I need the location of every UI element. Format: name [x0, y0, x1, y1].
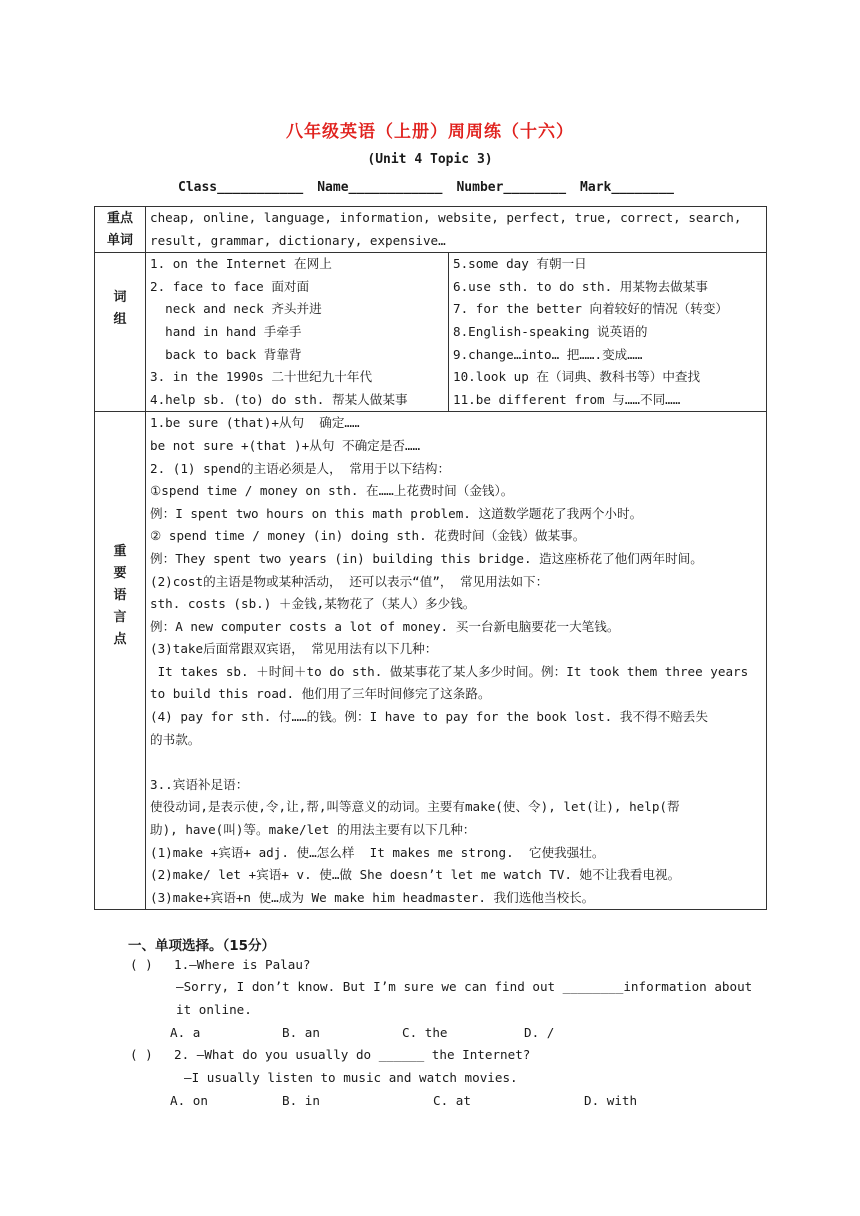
- language-point-line: 2. (1) spend的主语必须是人， 常用于以下结构：: [150, 460, 451, 476]
- question-text: it online.: [176, 1002, 252, 1017]
- language-point-line: ①spend time / money on sth. 在……上花费时间（金钱）。: [150, 483, 514, 499]
- option-d[interactable]: D. with: [584, 1093, 638, 1108]
- phrase-item: 4.help sb. (to) do sth. 帮某人做某事: [150, 391, 408, 407]
- phrase-item: 1. on the Internet 在网上: [150, 256, 332, 272]
- option-a[interactable]: A. on: [170, 1093, 208, 1108]
- mark-field: Mark________: [580, 180, 674, 195]
- phrase-item: 6.use sth. to do sth. 用某物去做某事: [453, 278, 708, 294]
- language-point-line: sth. costs (sb.) ＋金钱,某物花了（某人）多少钱。: [150, 596, 476, 612]
- name-field: Name____________: [317, 180, 443, 195]
- student-info-line: [178, 180, 674, 195]
- question-text: —I usually listen to music and watch movies.: [184, 1070, 518, 1085]
- phrase-item: 5.some day 有朝一日: [453, 256, 587, 272]
- language-point-line: (3)make+宾语+n 使…成为 We make him headmaster. 我们选他当校长。: [150, 889, 595, 905]
- phrases-heading: 词 组: [95, 253, 146, 412]
- blank-line: [150, 751, 762, 774]
- phrase-item: 8.English-speaking 说英语的: [453, 323, 648, 339]
- phrase-item: 11.be different from 与……不同……: [453, 391, 681, 407]
- option-a[interactable]: A. a: [170, 1025, 201, 1040]
- answer-bracket[interactable]: ( ): [130, 957, 153, 972]
- class-field: Class___________: [178, 180, 304, 195]
- option-c[interactable]: C. at: [433, 1093, 471, 1108]
- language-points-row: [95, 412, 767, 910]
- question-text: —Sorry, I don’t know. But I’m sure we can find out ________information about: [176, 979, 753, 994]
- language-point-line: to build this road. 他们用了三年时间修完了这条路。: [150, 686, 491, 702]
- key-words-row: [95, 207, 767, 253]
- question-text: 1.—Where is Palau?: [174, 957, 311, 972]
- phrase-item: 2. face to face 面对面: [150, 278, 310, 294]
- number-field: Number________: [456, 180, 567, 195]
- summary-table: [94, 206, 767, 910]
- phrase-item: 7. for the better 向着较好的情况（转变）: [453, 301, 729, 317]
- language-point-line: (4) pay for sth. 付……的钱。例：I have to pay for the book lost. 我不得不赔丢失: [150, 709, 708, 725]
- phrase-item: hand in hand 手牵手: [150, 323, 302, 339]
- key-words-line: cheap, online, language, information, website, perfect, true, correct, search,: [150, 210, 742, 225]
- language-point-line: It takes sb. ＋时间＋to do sth. 做某事花了某人多少时间。例：It took them three years: [150, 663, 749, 679]
- language-point-line: 例：They spent two years (in) building this bridge. 造这座桥花了他们两年时间。: [150, 550, 703, 566]
- language-point-line: be not sure +(that )+从句 不确定是否……: [150, 437, 421, 453]
- language-point-line: 1.be sure (that)+从句 确定……: [150, 415, 360, 431]
- language-point-line: (1)make +宾语+ adj. 使…怎么样 It makes me strong. 它使我强壮。: [150, 844, 605, 860]
- answer-bracket[interactable]: ( ): [130, 1047, 153, 1062]
- language-point-line: 例：I spent two hours on this math problem. 这道数学题花了我两个小时。: [150, 505, 643, 521]
- language-point-line: 助), have(叫)等。make/let 的用法主要有以下几种：: [150, 822, 476, 838]
- phrase-item: 9.change…into… 把…….变成……: [453, 346, 643, 362]
- language-point-line: (2)cost的主语是物或某种活动， 还可以表示“值”， 常见用法如下：: [150, 573, 549, 589]
- key-words-line: result, grammar, dictionary, expensive…: [150, 232, 446, 248]
- language-point-line: 3..宾语补足语：: [150, 776, 249, 792]
- phrase-item: back to back 背靠背: [150, 346, 302, 362]
- phrases-right-cell: [449, 253, 767, 412]
- phrase-item: 10.look up 在（词典、教科书等）中查找: [453, 369, 701, 385]
- phrase-item: 3. in the 1990s 二十世纪九十年代: [150, 369, 373, 385]
- option-c[interactable]: C. the: [402, 1025, 448, 1040]
- language-point-line: 使役动词,是表示使,令,让,帮,叫等意义的动词。主要有make(使、令), let(让), help(帮: [150, 799, 680, 815]
- phrases-row: [95, 253, 767, 412]
- page-title: 八年级英语（上册）周周练（十六）: [286, 122, 574, 142]
- language-point-line: 例：A new computer costs a lot of money. 买一台新电脑要花一大笔钱。: [150, 618, 620, 634]
- language-points-cell: [146, 412, 767, 910]
- phrases-left-cell: [146, 253, 449, 412]
- key-words-cell: [146, 207, 767, 253]
- page-subtitle: (Unit 4 Topic 3): [367, 152, 493, 167]
- language-point-line: 的书款。: [150, 731, 201, 747]
- language-point-line: (3)take后面常跟双宾语， 常见用法有以下几种：: [150, 641, 438, 657]
- language-points-heading: 重 要 语 言 点: [95, 412, 146, 910]
- question-text: 2. —What do you usually do ______ the Internet?: [174, 1047, 531, 1062]
- section-title: 一、单项选择。（15分）: [128, 938, 276, 954]
- language-point-line: ② spend time / money (in) doing sth. 花费时间（金钱）做某事。: [150, 528, 586, 544]
- language-point-line: (2)make/ let +宾语+ v. 使…做 She doesn’t let me watch TV. 她不让我看电视。: [150, 867, 681, 883]
- phrase-item: neck and neck 齐头并进: [150, 301, 322, 317]
- option-b[interactable]: B. in: [282, 1093, 320, 1108]
- option-b[interactable]: B. an: [282, 1025, 320, 1040]
- option-d[interactable]: D. /: [524, 1025, 555, 1040]
- key-words-heading: 重点 单词: [95, 207, 146, 253]
